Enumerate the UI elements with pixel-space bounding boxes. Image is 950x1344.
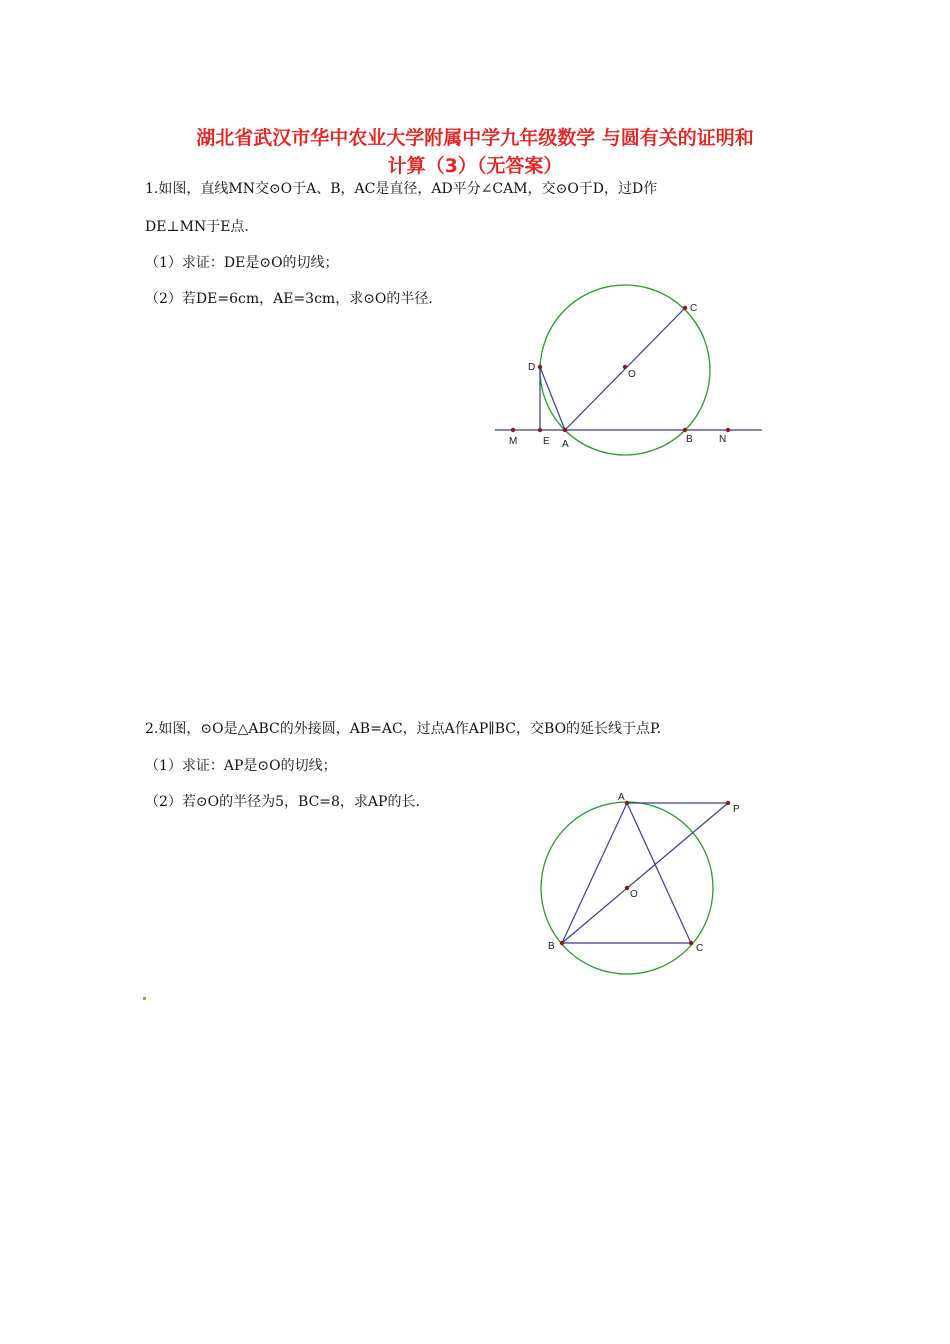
label-n: N (719, 434, 727, 445)
title-line-1: 湖北省武汉市华中农业大学附属中学九年级数学 与圆有关的证明和 (196, 127, 754, 149)
document-title (100, 124, 850, 180)
stray-mark (143, 997, 146, 1000)
problem2-figure (520, 780, 780, 990)
label-o: O (628, 369, 636, 380)
label-e: E (543, 436, 550, 447)
point-o-2 (625, 886, 629, 890)
label-c-2: C (696, 943, 704, 954)
point-b (683, 428, 687, 432)
problem2-part2: （2）若⊙O的半径为5，BC=8，求AP的长. (145, 794, 420, 810)
segment-ad (540, 367, 565, 430)
point-d (538, 365, 542, 369)
point-p (726, 801, 730, 805)
point-c-2 (689, 941, 693, 945)
label-a: A (562, 439, 569, 450)
problem1-figure (480, 270, 780, 470)
label-c: C (690, 303, 698, 314)
label-b-2: B (548, 941, 555, 952)
problem1-stem-line2: DE⊥MN于E点. (145, 219, 249, 235)
title-line-2: 计算（3）（无答案） (387, 155, 563, 177)
point-a-2 (625, 801, 629, 805)
label-d: D (528, 362, 536, 373)
point-m (511, 428, 515, 432)
problem2-stem-line1: 2.如图，⊙O是△ABC的外接圆，AB=AC，过点A作AP∥BC，交BO的延长线于点P. (145, 721, 662, 737)
label-m: M (509, 436, 518, 447)
problem2-part1: （1）求证：AP是⊙O的切线； (145, 758, 337, 774)
label-b: B (686, 434, 693, 445)
problem1-stem-line1: 1.如图，直线MN交⊙O于A、B，AC是直径，AD平分∠CAM，交⊙O于D，过D作 (145, 181, 658, 197)
point-n (726, 428, 730, 432)
segment-ac-2 (627, 803, 691, 943)
label-a-2: A (618, 792, 625, 803)
point-a (563, 428, 567, 432)
segment-ab (562, 803, 627, 943)
label-p: P (733, 804, 740, 815)
segment-bp (562, 803, 728, 943)
problem1-part2: （2）若DE=6cm，AE=3cm，求⊙O的半径. (145, 291, 433, 307)
problem1-part1: （1）求证：DE是⊙O的切线； (145, 255, 339, 271)
point-b-2 (560, 941, 564, 945)
point-o (623, 365, 627, 369)
label-o-2: O (630, 889, 638, 900)
point-c (683, 306, 687, 310)
point-e (538, 428, 542, 432)
